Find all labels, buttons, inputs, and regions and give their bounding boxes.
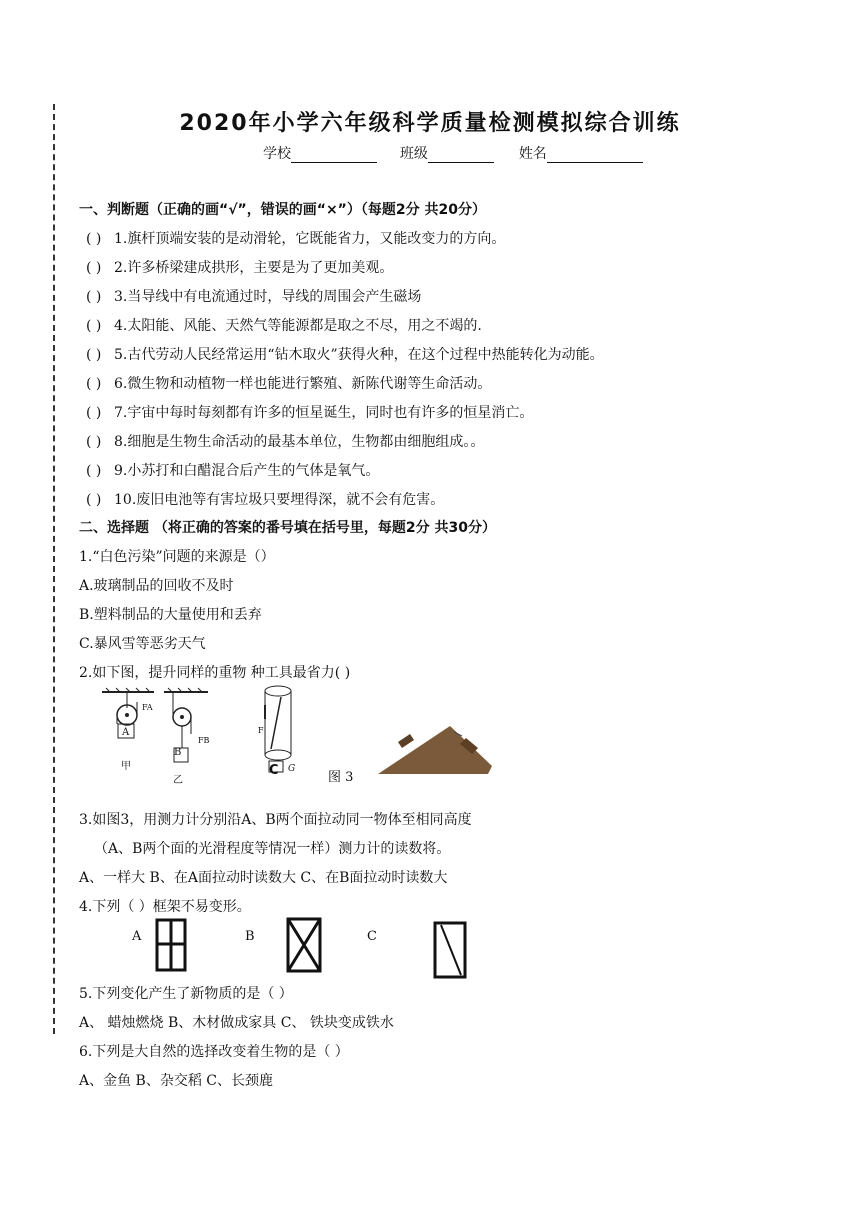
question-3: 3.如图3，用测力计分别沿A、B两个面拉动同一物体至相同高度 xyxy=(79,812,472,828)
q1-option-a: A.玻璃制品的回收不及时 xyxy=(79,578,234,594)
force-fa-label: FA xyxy=(142,703,153,712)
movable-pulley-figure xyxy=(162,688,212,780)
tf-text: 5.古代劳动人民经常运用“钻木取火”获得火种，在这个过程中热能转化为动能。 xyxy=(114,347,604,363)
force-fb-label: FB xyxy=(198,736,210,745)
q1-option-c: C.暴风雪等恶劣天气 xyxy=(79,636,206,652)
figure-yi-label: 乙 xyxy=(173,775,183,786)
tf-item-9 xyxy=(86,462,379,480)
page-title: 2020年小学六年级科学质量检测模拟综合训练 xyxy=(179,111,681,136)
frame-a-shape xyxy=(155,918,187,972)
tf-item-4 xyxy=(86,317,482,335)
tf-item-6 xyxy=(86,375,491,393)
class-label: 班级 xyxy=(399,146,428,162)
tf-text: 4.太阳能、风能、天然气等能源都是取之不尽，用之不竭的. xyxy=(114,318,482,334)
weight-a-label: A xyxy=(122,727,130,738)
frame-c-label: C xyxy=(367,929,377,944)
answer-paren[interactable]: ( ) xyxy=(86,405,102,421)
tf-text: 9.小苏打和白醋混合后产生的气体是氧气。 xyxy=(114,463,380,479)
tf-item-8 xyxy=(86,433,484,451)
question-1: 1.“白色污染”问题的来源是（） xyxy=(79,549,275,565)
answer-paren[interactable]: ( ) xyxy=(86,260,102,276)
answer-paren[interactable]: ( ) xyxy=(86,347,102,363)
tf-item-2 xyxy=(86,259,393,277)
tf-item-7 xyxy=(86,404,533,422)
tf-text: 7.宇宙中每时每刻都有许多的恒星诞生，同时也有许多的恒星消亡。 xyxy=(114,405,534,421)
tf-text: 8.细胞是生物生命活动的最基本单位，生物都由细胞组成。。 xyxy=(114,434,485,450)
frame-b-shape xyxy=(286,917,322,973)
answer-paren[interactable]: ( ) xyxy=(86,463,102,479)
binding-line xyxy=(53,104,55,1034)
tf-item-1 xyxy=(86,230,505,248)
tf-item-5 xyxy=(86,346,604,364)
tf-text: 1.旗杆顶端安装的是动滑轮，它既能省力，又能改变力的方向。 xyxy=(114,231,506,247)
question-5: 5.下列变化产生了新物质的是（ ） xyxy=(79,986,293,1002)
q5-options: A、 蜡烛燃烧 B、木材做成家具 C、 铁块变成铁水 xyxy=(79,1015,394,1031)
tf-text: 6.微生物和动植物一样也能进行繁殖、新陈代谢等生命活动。 xyxy=(114,376,492,392)
answer-paren[interactable]: ( ) xyxy=(86,434,102,450)
q1-option-b: B.塑料制品的大量使用和丢弃 xyxy=(79,607,262,623)
weight-g-label: G xyxy=(288,764,296,774)
school-label: 学校 xyxy=(263,146,291,162)
tf-item-10 xyxy=(86,491,444,509)
tf-item-3 xyxy=(86,288,421,306)
inclined-planes-figure xyxy=(374,716,496,778)
question-6: 6.下列是大自然的选择改变着生物的是（ ） xyxy=(79,1044,349,1060)
tf-text: 10.废旧电池等有害垃圾只要埋得深，就不会有危害。 xyxy=(114,492,445,508)
school-blank[interactable] xyxy=(291,146,377,163)
frame-c-shape xyxy=(433,921,467,979)
name-blank[interactable] xyxy=(547,146,643,163)
figure-jia-label: 甲 xyxy=(121,761,131,772)
tf-text: 2.许多桥梁建成拱形，主要是为了更加美观。 xyxy=(114,260,394,276)
q6-options: A、金鱼 B、杂交稻 C、长颈鹿 xyxy=(79,1073,274,1089)
figure-3-label: 图 3 xyxy=(328,770,354,785)
frame-a-label: A xyxy=(132,929,142,944)
answer-paren[interactable]: ( ) xyxy=(86,231,102,247)
question-2: 2.如下图，提升同样的重物 种工具最省力( ) xyxy=(79,665,351,681)
answer-paren[interactable]: ( ) xyxy=(86,289,102,305)
tf-text: 3.当导线中有电流通过时，导线的周围会产生磁场 xyxy=(114,289,422,305)
frame-b-label: B xyxy=(245,929,255,944)
weight-c-label: C xyxy=(269,763,279,778)
question-4: 4.下列（ ）框架不易变形。 xyxy=(79,899,251,915)
class-blank[interactable] xyxy=(428,146,494,163)
answer-paren[interactable]: ( ) xyxy=(86,318,102,334)
weight-b-label: B xyxy=(174,747,182,758)
section-1-heading: 一、判断题（正确的画“√”，错误的画“×”）（每题2分 共20分） xyxy=(79,202,486,218)
section-2-heading: 二、选择题 （将正确的答案的番号填在括号里，每题2分 共30分） xyxy=(79,520,496,536)
force-f-label: F xyxy=(258,726,264,735)
q3-options: A、一样大 B、在A面拉动时读数大 C、在B面拉动时读数大 xyxy=(79,870,448,886)
name-label: 姓名 xyxy=(518,146,547,162)
student-info xyxy=(263,143,643,163)
answer-paren[interactable]: ( ) xyxy=(86,376,102,392)
question-3-cont: （A、B两个面的光滑程度等情况一样）测力计的读数将。 xyxy=(94,841,451,857)
answer-paren[interactable]: ( ) xyxy=(86,492,102,508)
